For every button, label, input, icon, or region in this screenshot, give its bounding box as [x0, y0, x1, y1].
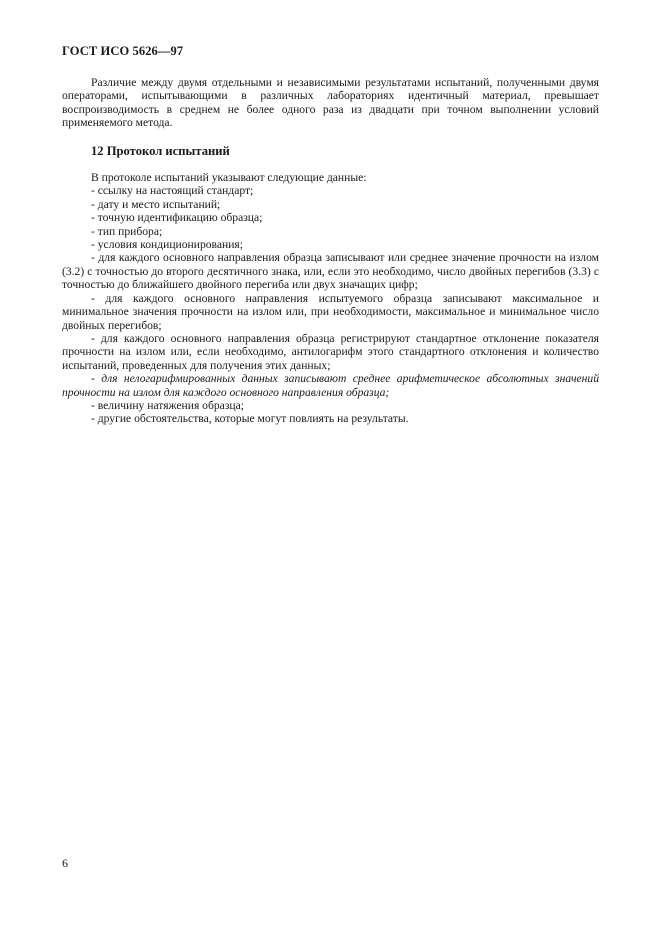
- document-body: [62, 76, 599, 426]
- list-item-italic: - для нелогарифмированных данных записывают среднее арифметическое абсолютных значений прочности на излом для каждого основного направления образца;: [62, 372, 599, 399]
- list-item: - точную идентификацию образца;: [91, 211, 263, 225]
- list-item: - ссылку на настоящий стандарт;: [91, 184, 254, 198]
- list-item: - для каждого основного направления испытуемого образца записывают максимальное и минимальное значения прочности на излом или, при необходимости, максимальное и минимальное число двойных перегибов;: [62, 291, 599, 332]
- list-item: - для каждого основного направления образца регистрируют стандартное отклонение показателя прочности на излом или, если необходимо, антилогарифм этого стандартного отклонения и количество испытаний, проведенных для получения этих данных;: [62, 331, 599, 372]
- list-item: - для каждого основного направления образца записывают или среднее значение прочности на излом (3.2) с точностью до второго десятичного знака, или, если это необходимо, число двойных перегибов (3.3) с точностью до ближайшего двойного перегиба или двух значащих цифр;: [62, 251, 599, 292]
- section-heading: 12 Протокол испытаний: [91, 143, 230, 158]
- document-header: ГОСТ ИСО 5626—97: [62, 44, 184, 58]
- list-item: - величину натяжения образца;: [91, 398, 244, 412]
- reproducibility-paragraph: Различие между двумя отдельными и независимыми результатами испытаний, полученными двумя операторами, испытывающими в различных лабораториях идентичный материал, превышает воспроизводимость в среднем не более одного раза из двадцати при точном выполнении условий применяемого метода.: [62, 76, 599, 130]
- list-item: - условия кондиционирования;: [91, 238, 243, 252]
- list-item: - другие обстоятельства, которые могут повлиять на результаты.: [91, 412, 409, 426]
- list-item: - тип прибора;: [91, 224, 163, 238]
- page-number: 6: [62, 856, 68, 870]
- section-lead: В протоколе испытаний указывают следующие данные:: [91, 171, 367, 185]
- list-item: - дату и место испытаний;: [91, 197, 221, 211]
